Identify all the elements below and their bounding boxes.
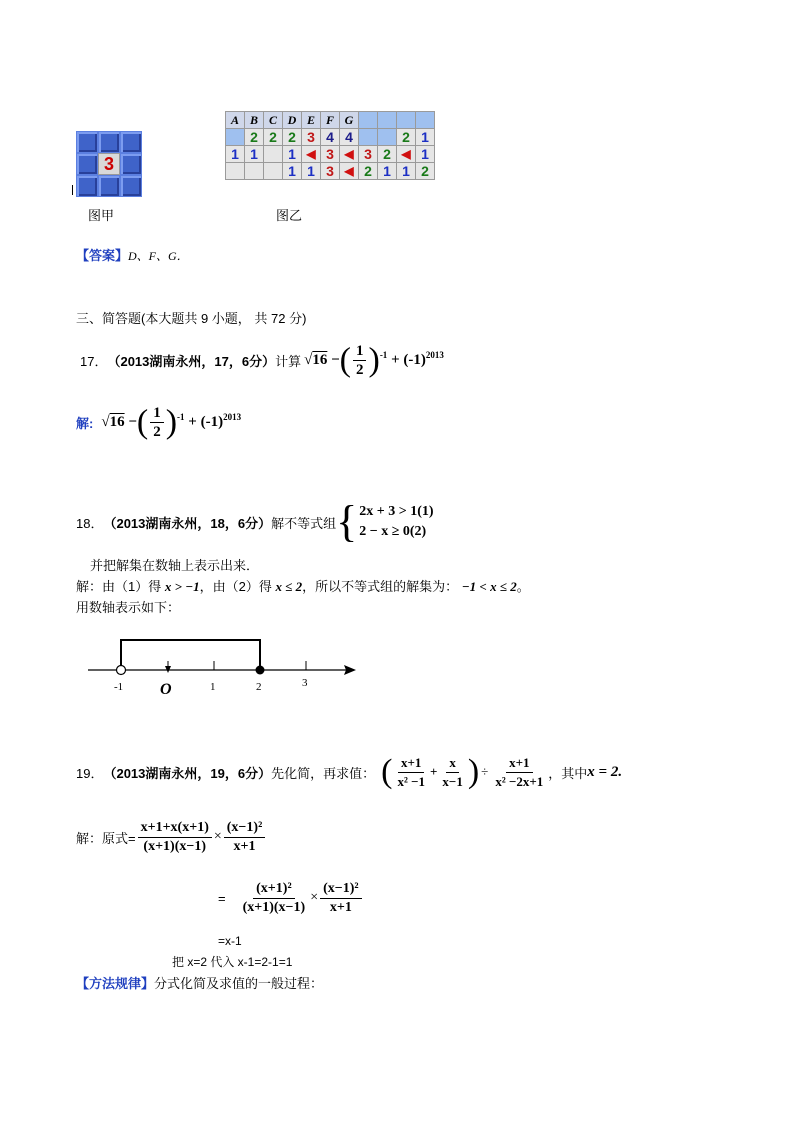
q17-source: （2013湖南永州，17，6分） <box>107 353 276 369</box>
number-cell: 1 <box>416 146 434 162</box>
answer-line <box>76 245 189 264</box>
number-cell: 3 <box>321 146 339 162</box>
cursor-mark <box>72 185 73 195</box>
axis-label: 1 <box>210 681 216 693</box>
q19-condition-text: ，其中 <box>548 765 588 781</box>
number-cell: 2 <box>359 163 377 179</box>
number-cell: 2 <box>264 129 282 145</box>
minesweeper-grid-jia <box>76 131 142 197</box>
covered-cell <box>359 129 377 145</box>
q19-expression: ( $\frac{x+1}{\text{x² −1}}$ + $\frac{x}{x-1}$ ) ÷ $\frac{x+1}{\text{x² −2x+1}}$ <box>381 753 544 790</box>
number-cell: 2 <box>416 163 434 179</box>
q18-solution: 解：由（1）得 x > −1，由（2）得 x ≤ 2，所以不等式组的解集为： −1 < x ≤ 2。 <box>76 579 530 594</box>
covered-cell <box>76 175 98 197</box>
q19 <box>76 750 622 794</box>
number-cell: 2 <box>397 129 415 145</box>
figure-yi <box>225 111 435 180</box>
open-cell <box>245 163 263 179</box>
number-cell: 2 <box>283 129 301 145</box>
q19-step3: =x-1 <box>218 934 242 948</box>
open-cell <box>264 146 282 162</box>
q17-solution-expression: √16 −( $\frac{1}{2}$ )$^{-1} + (-1)^{2013}$ <box>101 403 242 440</box>
number-cell: 1 <box>245 146 263 162</box>
covered-cell <box>76 153 98 175</box>
column-header: E <box>302 112 320 128</box>
method-text: 分式化简及求值的一般过程： <box>154 976 324 991</box>
number-cell: 1 <box>283 163 301 179</box>
answer-text: D、F、G． <box>128 249 189 263</box>
method-line <box>76 973 323 992</box>
flag-icon: ◀ <box>302 146 320 162</box>
q18-number: 18． <box>76 515 104 531</box>
covered-cell <box>120 175 142 197</box>
q18-line1: 并把解集在数轴上表示出来． <box>90 558 260 573</box>
covered-cell <box>76 131 98 153</box>
covered-cell <box>98 175 120 197</box>
caption-jia: 图甲 <box>88 208 115 223</box>
covered-cell <box>120 153 142 175</box>
number-line <box>80 630 370 700</box>
column-header: F <box>321 112 339 128</box>
open-cell <box>264 163 282 179</box>
q17-expression: √16 −( $\frac{1}{2}$ )$^{-1} + (-1)^{2013}$ <box>304 341 444 378</box>
q18-ineq2: 2 − x ≥ 0(2) <box>359 524 427 539</box>
covered-cell <box>378 112 396 128</box>
number-cell: 1 <box>378 163 396 179</box>
q18-label: 解不等式组 <box>271 515 337 531</box>
section-heading: 三、简答题(本大题共 9 小题， 共 72 分) <box>76 311 307 326</box>
column-header: B <box>245 112 263 128</box>
axis-label: 3 <box>302 677 308 689</box>
number-cell: 2 <box>245 129 263 145</box>
closed-point <box>256 666 265 675</box>
number-cell: 3 <box>302 129 320 145</box>
number-cell: 1 <box>283 146 301 162</box>
q18-system: { 2x + 3 > 1(1) 2 − x ≥ 0(2) <box>336 497 434 546</box>
covered-cell <box>226 129 244 145</box>
q19-step2: = $\frac{\text{(x+1)²}}{(x+1)(x-1)}$ × $\frac{\text{(x−1)²}}{x+1}$ <box>218 873 364 923</box>
q18 <box>76 497 434 546</box>
covered-cell <box>416 112 434 128</box>
open-point <box>117 666 126 675</box>
number-cell: 1 <box>416 129 434 145</box>
column-header: D <box>283 112 301 128</box>
method-tag: 【方法规律】 <box>76 976 155 991</box>
covered-cell <box>98 131 120 153</box>
q19-number: 19． <box>76 765 104 781</box>
number-cell: 4 <box>340 129 358 145</box>
number-cell: 1 <box>302 163 320 179</box>
q18-source: （2013湖南永州，18，6分） <box>103 515 272 531</box>
column-header: G <box>340 112 358 128</box>
q19-step1: 解：原式= $\frac{x+1+x(x+1)}{(x+1)(x-1)}$ × $\frac{\text{(x−1)²}}{x+1}$ <box>76 812 267 862</box>
number-cell: 1 <box>226 146 244 162</box>
covered-cell <box>120 131 142 153</box>
number-cell: 4 <box>321 129 339 145</box>
q19-condition: x = 2. <box>587 763 623 780</box>
q17 <box>76 340 444 380</box>
q18-ineq1: 2x + 3 > 1(1) <box>359 504 434 519</box>
q17-solution <box>76 402 241 442</box>
flag-icon: ◀ <box>340 146 358 162</box>
number-cell: 2 <box>378 146 396 162</box>
q18-line3: 用数轴表示如下： <box>76 600 181 615</box>
number-cell: 3 <box>98 153 120 175</box>
figure-jia <box>76 131 142 197</box>
caption-yi: 图乙 <box>276 208 303 223</box>
covered-cell <box>359 112 377 128</box>
q19-label: 先化简，再求值： <box>271 765 376 781</box>
flag-icon: ◀ <box>340 163 358 179</box>
origin-label: O <box>160 681 172 698</box>
axis-label: -1 <box>114 681 124 693</box>
open-cell <box>226 163 244 179</box>
number-cell: 3 <box>321 163 339 179</box>
q19-source: （2013湖南永州，19，6分） <box>103 765 272 781</box>
covered-cell <box>378 129 396 145</box>
axis-label: 2 <box>256 681 262 693</box>
flag-icon: ◀ <box>397 146 415 162</box>
q19-step4: 把 x=2 代入 x-1=2-1=1 <box>172 955 293 969</box>
q17-label: 计算 <box>275 353 302 369</box>
column-header: A <box>226 112 244 128</box>
number-cell: 1 <box>397 163 415 179</box>
q17-solution-label: 解: <box>76 415 94 431</box>
covered-cell <box>397 112 415 128</box>
column-header: C <box>264 112 282 128</box>
q17-number: 17． <box>80 353 108 369</box>
minesweeper-grid-yi <box>225 111 435 180</box>
answer-tag: 【答案】 <box>76 248 129 263</box>
number-cell: 3 <box>359 146 377 162</box>
